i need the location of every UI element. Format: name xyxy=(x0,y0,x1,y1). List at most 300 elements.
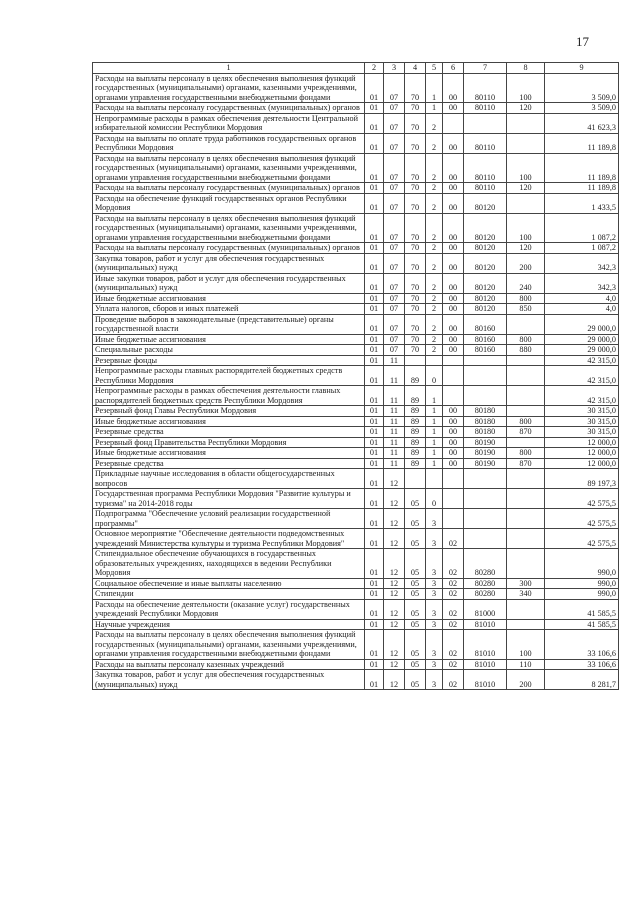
row-activity: 00 xyxy=(443,73,464,103)
row-section: 01 xyxy=(365,659,384,670)
table-body xyxy=(93,73,619,690)
table-row xyxy=(93,599,619,619)
row-program: 89 xyxy=(405,437,426,448)
row-name: Резервные средства xyxy=(93,427,365,438)
row-name: Стипендиальное обеспечение обучающихся в государственных образовательных учреждениях, находящихся в ведении Республики Мордовия xyxy=(93,549,365,579)
table-row xyxy=(93,489,619,509)
row-subsection: 12 xyxy=(384,469,405,489)
row-section: 01 xyxy=(365,549,384,579)
row-activity xyxy=(443,469,464,489)
row-section: 01 xyxy=(365,578,384,589)
row-subsection: 12 xyxy=(384,659,405,670)
row-subsection: 07 xyxy=(384,103,405,114)
row-name: Расходы на обеспечение деятельности (оказание услуг) государственных учреждений Республики Мордовия xyxy=(93,599,365,619)
row-amount: 41 585,5 xyxy=(545,599,619,619)
row-amount: 3 509,0 xyxy=(545,73,619,103)
table-row xyxy=(93,630,619,660)
col-header-2: 2 xyxy=(365,63,384,74)
row-section: 01 xyxy=(365,253,384,273)
table-row xyxy=(93,619,619,630)
row-program: 89 xyxy=(405,386,426,406)
row-direction: 81010 xyxy=(464,659,507,670)
row-name: Государственная программа Республики Мордовия "Развитие культуры и туризма" на 2014-2018 годы xyxy=(93,489,365,509)
row-subprogram: 3 xyxy=(426,549,443,579)
row-activity: 00 xyxy=(443,103,464,114)
row-subprogram: 0 xyxy=(426,366,443,386)
row-name: Расходы на выплаты персоналу в целях обеспечения выполнения функций государственных (муниципальными) органами, казенными учреждениями, органами управления государственными внебюджетными фондами xyxy=(93,73,365,103)
row-subprogram: 2 xyxy=(426,193,443,213)
row-program: 05 xyxy=(405,578,426,589)
row-subprogram xyxy=(426,469,443,489)
table-row xyxy=(93,458,619,469)
row-activity xyxy=(443,386,464,406)
row-direction xyxy=(464,509,507,529)
row-name: Резервный фонд Главы Республики Мордовия xyxy=(93,406,365,417)
row-subsection: 11 xyxy=(384,437,405,448)
row-section: 01 xyxy=(365,355,384,366)
row-section: 01 xyxy=(365,213,384,243)
row-amount: 89 197,3 xyxy=(545,469,619,489)
row-direction: 80160 xyxy=(464,314,507,334)
row-section: 01 xyxy=(365,273,384,293)
row-subprogram: 1 xyxy=(426,406,443,417)
row-activity: 00 xyxy=(443,243,464,254)
row-name: Расходы на выплаты персоналу государственных (муниципальных) органов xyxy=(93,183,365,194)
row-name: Прикладные научные исследования в области общегосударственных вопросов xyxy=(93,469,365,489)
row-subprogram: 1 xyxy=(426,458,443,469)
row-activity: 02 xyxy=(443,659,464,670)
row-subprogram: 2 xyxy=(426,314,443,334)
row-subprogram: 3 xyxy=(426,509,443,529)
row-expense-type xyxy=(507,386,545,406)
row-section: 01 xyxy=(365,304,384,315)
table-row xyxy=(93,549,619,579)
table-row xyxy=(93,293,619,304)
row-activity: 02 xyxy=(443,630,464,660)
row-name: Расходы на обеспечение функций государственных органов Республики Мордовия xyxy=(93,193,365,213)
col-header-1: 1 xyxy=(93,63,365,74)
row-subprogram: 0 xyxy=(426,489,443,509)
row-activity: 00 xyxy=(443,437,464,448)
row-subprogram: 2 xyxy=(426,345,443,356)
row-subprogram: 2 xyxy=(426,293,443,304)
table-row xyxy=(93,314,619,334)
row-expense-type xyxy=(507,619,545,630)
row-activity: 00 xyxy=(443,458,464,469)
row-program: 05 xyxy=(405,529,426,549)
row-direction: 80190 xyxy=(464,437,507,448)
row-subsection: 07 xyxy=(384,293,405,304)
row-subsection: 12 xyxy=(384,599,405,619)
row-subprogram: 2 xyxy=(426,273,443,293)
row-expense-type: 870 xyxy=(507,458,545,469)
row-name: Расходы на выплаты персоналу в целях обеспечения выполнения функций государственных (муниципальными) органами, казенными учреждениями, органами управления государственными внебюджетными фондами xyxy=(93,213,365,243)
row-direction: 80120 xyxy=(464,273,507,293)
row-subsection: 07 xyxy=(384,273,405,293)
row-subprogram: 1 xyxy=(426,103,443,114)
row-subsection: 07 xyxy=(384,213,405,243)
row-direction xyxy=(464,489,507,509)
row-subprogram: 2 xyxy=(426,153,443,183)
row-program: 70 xyxy=(405,243,426,254)
row-name: Расходы на выплаты персоналу в целях обеспечения выполнения функций государственных (муниципальными) органами, казенными учреждениями, органами управления государственными внебюджетными фондами xyxy=(93,630,365,660)
row-program: 05 xyxy=(405,489,426,509)
row-section: 01 xyxy=(365,293,384,304)
row-subsection: 07 xyxy=(384,73,405,103)
row-amount: 42 575,5 xyxy=(545,509,619,529)
row-section: 01 xyxy=(365,406,384,417)
row-direction: 81010 xyxy=(464,630,507,660)
row-section: 01 xyxy=(365,183,384,194)
row-direction xyxy=(464,113,507,133)
row-subprogram: 2 xyxy=(426,304,443,315)
row-subsection: 07 xyxy=(384,113,405,133)
row-subsection: 07 xyxy=(384,243,405,254)
row-amount: 42 575,5 xyxy=(545,529,619,549)
row-amount: 11 189,8 xyxy=(545,153,619,183)
row-activity: 02 xyxy=(443,670,464,690)
row-program: 70 xyxy=(405,304,426,315)
col-header-8: 8 xyxy=(507,63,545,74)
row-direction: 80120 xyxy=(464,253,507,273)
row-section: 01 xyxy=(365,73,384,103)
row-activity: 00 xyxy=(443,427,464,438)
row-expense-type xyxy=(507,437,545,448)
row-activity xyxy=(443,366,464,386)
row-direction: 80110 xyxy=(464,153,507,183)
row-section: 01 xyxy=(365,599,384,619)
table-row xyxy=(93,183,619,194)
row-program: 70 xyxy=(405,183,426,194)
row-name: Закупка товаров, работ и услуг для обеспечения государственных (муниципальных) нужд xyxy=(93,670,365,690)
row-activity: 00 xyxy=(443,253,464,273)
row-program: 89 xyxy=(405,406,426,417)
row-activity: 02 xyxy=(443,599,464,619)
row-direction xyxy=(464,386,507,406)
row-expense-type: 850 xyxy=(507,304,545,315)
row-direction xyxy=(464,366,507,386)
row-subprogram: 3 xyxy=(426,619,443,630)
table-row xyxy=(93,416,619,427)
row-section: 01 xyxy=(365,386,384,406)
row-activity: 00 xyxy=(443,334,464,345)
row-direction: 81000 xyxy=(464,599,507,619)
row-expense-type: 120 xyxy=(507,243,545,254)
row-subsection: 12 xyxy=(384,489,405,509)
table-row xyxy=(93,529,619,549)
row-name: Иные бюджетные ассигнования xyxy=(93,293,365,304)
row-activity: 00 xyxy=(443,304,464,315)
row-amount: 33 106,6 xyxy=(545,659,619,670)
row-section: 01 xyxy=(365,153,384,183)
row-amount: 12 000,0 xyxy=(545,458,619,469)
row-subsection: 07 xyxy=(384,334,405,345)
table-row xyxy=(93,345,619,356)
table-row xyxy=(93,253,619,273)
row-program: 05 xyxy=(405,659,426,670)
row-direction xyxy=(464,355,507,366)
row-program: 05 xyxy=(405,599,426,619)
row-amount: 342,3 xyxy=(545,273,619,293)
row-activity: 00 xyxy=(443,406,464,417)
row-program: 05 xyxy=(405,619,426,630)
row-expense-type xyxy=(507,529,545,549)
row-expense-type: 880 xyxy=(507,345,545,356)
row-program: 70 xyxy=(405,103,426,114)
table-row xyxy=(93,193,619,213)
row-program: 70 xyxy=(405,273,426,293)
table-row xyxy=(93,386,619,406)
row-subsection: 07 xyxy=(384,133,405,153)
row-direction: 80110 xyxy=(464,183,507,194)
row-activity: 00 xyxy=(443,345,464,356)
row-activity: 00 xyxy=(443,193,464,213)
row-amount: 1 087,2 xyxy=(545,243,619,254)
row-expense-type xyxy=(507,549,545,579)
row-expense-type: 100 xyxy=(507,153,545,183)
row-name: Уплата налогов, сборов и иных платежей xyxy=(93,304,365,315)
row-direction: 80180 xyxy=(464,416,507,427)
row-section: 01 xyxy=(365,345,384,356)
row-direction: 80180 xyxy=(464,427,507,438)
row-subprogram: 1 xyxy=(426,73,443,103)
row-amount: 42 575,5 xyxy=(545,489,619,509)
row-direction: 80180 xyxy=(464,406,507,417)
row-expense-type xyxy=(507,366,545,386)
row-amount: 42 315,0 xyxy=(545,366,619,386)
row-direction: 80280 xyxy=(464,589,507,600)
row-section: 01 xyxy=(365,509,384,529)
row-expense-type xyxy=(507,509,545,529)
row-subsection: 07 xyxy=(384,345,405,356)
row-activity: 02 xyxy=(443,578,464,589)
row-section: 01 xyxy=(365,416,384,427)
row-subsection: 11 xyxy=(384,386,405,406)
row-subprogram: 3 xyxy=(426,670,443,690)
row-subsection: 07 xyxy=(384,193,405,213)
table-row xyxy=(93,334,619,345)
row-name: Резервные средства xyxy=(93,458,365,469)
row-subsection: 12 xyxy=(384,670,405,690)
row-direction: 80110 xyxy=(464,103,507,114)
table-row xyxy=(93,213,619,243)
row-name: Специальные расходы xyxy=(93,345,365,356)
row-amount: 30 315,0 xyxy=(545,416,619,427)
row-program: 05 xyxy=(405,589,426,600)
row-subprogram: 3 xyxy=(426,599,443,619)
row-subsection: 07 xyxy=(384,183,405,194)
row-direction xyxy=(464,529,507,549)
col-header-6: 6 xyxy=(443,63,464,74)
table-row xyxy=(93,578,619,589)
row-subprogram: 3 xyxy=(426,529,443,549)
row-program: 70 xyxy=(405,73,426,103)
row-name: Резервные фонды xyxy=(93,355,365,366)
row-activity: 00 xyxy=(443,293,464,304)
row-subsection: 11 xyxy=(384,406,405,417)
col-header-5: 5 xyxy=(426,63,443,74)
row-amount: 3 509,0 xyxy=(545,103,619,114)
row-name: Непрограммные расходы в рамках обеспечения деятельности Центральной избирательной комиссии Республики Мордовия xyxy=(93,113,365,133)
row-name: Расходы на выплаты персоналу в целях обеспечения выполнения функций государственных (муниципальными) органами, казенными учреждениями, органами управления государственными внебюджетными фондами xyxy=(93,153,365,183)
row-subprogram: 2 xyxy=(426,334,443,345)
row-section: 01 xyxy=(365,529,384,549)
table-row xyxy=(93,589,619,600)
row-program: 70 xyxy=(405,334,426,345)
table-row xyxy=(93,659,619,670)
row-expense-type xyxy=(507,469,545,489)
row-activity: 02 xyxy=(443,549,464,579)
table-row xyxy=(93,509,619,529)
row-amount: 41 623,3 xyxy=(545,113,619,133)
row-expense-type xyxy=(507,113,545,133)
row-expense-type xyxy=(507,489,545,509)
row-section: 01 xyxy=(365,589,384,600)
table-row xyxy=(93,113,619,133)
row-program: 70 xyxy=(405,153,426,183)
row-direction: 80280 xyxy=(464,549,507,579)
row-subprogram: 2 xyxy=(426,213,443,243)
row-subprogram: 2 xyxy=(426,183,443,194)
col-header-7: 7 xyxy=(464,63,507,74)
table-row xyxy=(93,153,619,183)
row-direction: 80120 xyxy=(464,193,507,213)
row-name: Непрограммные расходы в рамках обеспечения деятельности главных распорядителей бюджетных средств Республики Мордовия xyxy=(93,386,365,406)
row-amount: 30 315,0 xyxy=(545,406,619,417)
row-expense-type: 800 xyxy=(507,334,545,345)
table-row xyxy=(93,366,619,386)
row-subprogram: 1 xyxy=(426,448,443,459)
table-row xyxy=(93,73,619,103)
col-header-9: 9 xyxy=(545,63,619,74)
row-expense-type xyxy=(507,355,545,366)
row-amount: 4,0 xyxy=(545,293,619,304)
row-expense-type: 800 xyxy=(507,416,545,427)
row-activity: 00 xyxy=(443,416,464,427)
row-expense-type: 300 xyxy=(507,578,545,589)
row-program: 70 xyxy=(405,314,426,334)
row-direction: 80160 xyxy=(464,345,507,356)
row-expense-type: 870 xyxy=(507,427,545,438)
row-expense-type: 200 xyxy=(507,253,545,273)
row-activity xyxy=(443,355,464,366)
row-subsection: 11 xyxy=(384,458,405,469)
row-name: Иные бюджетные ассигнования xyxy=(93,448,365,459)
table-row xyxy=(93,469,619,489)
row-program: 05 xyxy=(405,549,426,579)
row-expense-type xyxy=(507,314,545,334)
row-subprogram: 2 xyxy=(426,113,443,133)
row-name: Закупка товаров, работ и услуг для обеспечения государственных (муниципальных) нужд xyxy=(93,253,365,273)
row-section: 01 xyxy=(365,437,384,448)
row-direction: 80190 xyxy=(464,458,507,469)
row-activity xyxy=(443,489,464,509)
row-amount: 12 000,0 xyxy=(545,437,619,448)
row-subprogram: 3 xyxy=(426,630,443,660)
row-name: Расходы на выплаты персоналу государственных (муниципальных) органов xyxy=(93,103,365,114)
row-direction: 81010 xyxy=(464,670,507,690)
row-name: Иные бюджетные ассигнования xyxy=(93,416,365,427)
row-section: 01 xyxy=(365,113,384,133)
row-subprogram: 1 xyxy=(426,386,443,406)
row-activity: 00 xyxy=(443,273,464,293)
page-number: 17 xyxy=(576,34,589,49)
row-amount: 990,0 xyxy=(545,589,619,600)
row-section: 01 xyxy=(365,448,384,459)
row-amount: 1 433,5 xyxy=(545,193,619,213)
row-direction: 80280 xyxy=(464,578,507,589)
row-program: 05 xyxy=(405,630,426,660)
row-subsection: 11 xyxy=(384,427,405,438)
row-program: 70 xyxy=(405,345,426,356)
row-amount: 12 000,0 xyxy=(545,448,619,459)
row-section: 01 xyxy=(365,427,384,438)
row-program: 05 xyxy=(405,670,426,690)
row-section: 01 xyxy=(365,334,384,345)
row-direction: 80120 xyxy=(464,213,507,243)
row-subsection: 11 xyxy=(384,448,405,459)
row-amount: 29 000,0 xyxy=(545,334,619,345)
row-program: 70 xyxy=(405,113,426,133)
row-amount: 30 315,0 xyxy=(545,427,619,438)
row-activity xyxy=(443,509,464,529)
row-section: 01 xyxy=(365,103,384,114)
row-subsection: 11 xyxy=(384,366,405,386)
row-direction: 80110 xyxy=(464,73,507,103)
row-section: 01 xyxy=(365,619,384,630)
row-name: Резервный фонд Правительства Республики Мордовия xyxy=(93,437,365,448)
row-subsection: 12 xyxy=(384,529,405,549)
row-subsection: 07 xyxy=(384,314,405,334)
col-header-3: 3 xyxy=(384,63,405,74)
row-section: 01 xyxy=(365,133,384,153)
row-subsection: 12 xyxy=(384,630,405,660)
row-subsection: 12 xyxy=(384,589,405,600)
row-expense-type: 100 xyxy=(507,630,545,660)
row-program: 70 xyxy=(405,213,426,243)
row-activity: 00 xyxy=(443,448,464,459)
row-subsection: 12 xyxy=(384,619,405,630)
row-name: Стипендии xyxy=(93,589,365,600)
row-program xyxy=(405,469,426,489)
row-program: 89 xyxy=(405,427,426,438)
table-row xyxy=(93,133,619,153)
row-expense-type: 800 xyxy=(507,293,545,304)
row-expense-type: 200 xyxy=(507,670,545,690)
row-amount: 4,0 xyxy=(545,304,619,315)
row-direction: 80120 xyxy=(464,293,507,304)
row-subprogram: 1 xyxy=(426,427,443,438)
table-row xyxy=(93,243,619,254)
table-row xyxy=(93,304,619,315)
row-amount: 33 106,6 xyxy=(545,630,619,660)
row-section: 01 xyxy=(365,458,384,469)
row-subsection: 11 xyxy=(384,416,405,427)
row-direction: 81010 xyxy=(464,619,507,630)
row-amount: 990,0 xyxy=(545,549,619,579)
row-expense-type: 100 xyxy=(507,73,545,103)
row-subprogram: 2 xyxy=(426,253,443,273)
col-header-4: 4 xyxy=(405,63,426,74)
table-row xyxy=(93,670,619,690)
row-expense-type: 120 xyxy=(507,103,545,114)
row-direction: 80190 xyxy=(464,448,507,459)
row-name: Иные бюджетные ассигнования xyxy=(93,334,365,345)
row-program: 89 xyxy=(405,458,426,469)
row-section: 01 xyxy=(365,469,384,489)
row-direction: 80160 xyxy=(464,334,507,345)
row-expense-type: 240 xyxy=(507,273,545,293)
